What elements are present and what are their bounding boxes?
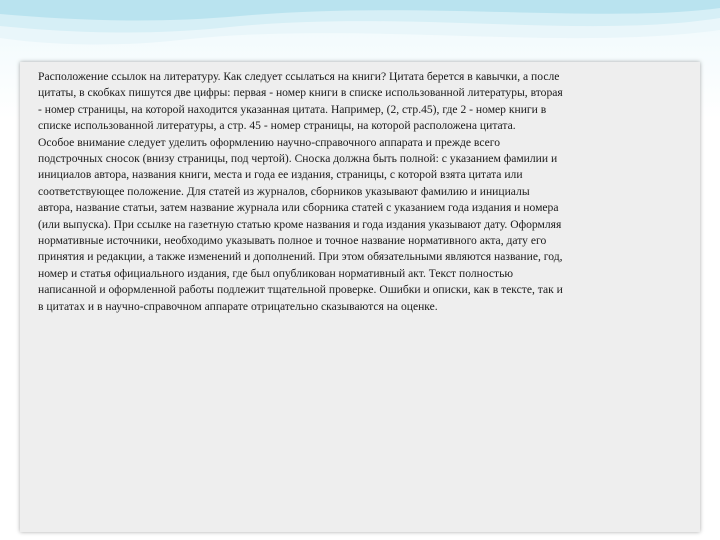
body-text: Расположение ссылок на литературу. Как следует ссылаться на книги? Цитата берется в кавычки, а после цитаты, в скобках пишутся две цифры: первая - номер книги в списке использованной литературы, вторая - номер страницы, на которой находится указанная цитата. Например, (2, стр.45), где 2 - номер книги в списке использованной литературы, а стр. 45 - номер страницы, на которой расположена цитата. Особое внимание следует уделить оформлению научно-справочного аппарата и прежде всего подстрочных сносок (внизу страницы, под чертой). Сноска должна быть полной: с указанием фамилии и инициалов автора, названия книги, места и года ее издания, страницы, с которой взята цитата или соответствующее положение. Для статей из журналов, сборников указывают фамилию и инициалы автора, название статьи, затем название журнала или сборника статей с указанием года издания и номера (или выпуска). При ссылке на газетную статью кроме названия и года издания указывают дату. Оформляя нормативные источники, необходимо указывать полное и точное название нормативного акта, дату его принятия и редакции, а также изменений и дополнений. При этом обязательными являются название, год, номер и статья официального издания, где был опубликован нормативный акт. Текст полностью написанной и оформленной работы подлежит тщательной проверке. Ошибки и описки, как в тексте, так и в цитатах и в научно-справочном аппарате отрицательно сказываются на оценке. (38, 70, 563, 313)
content-panel (20, 62, 700, 532)
